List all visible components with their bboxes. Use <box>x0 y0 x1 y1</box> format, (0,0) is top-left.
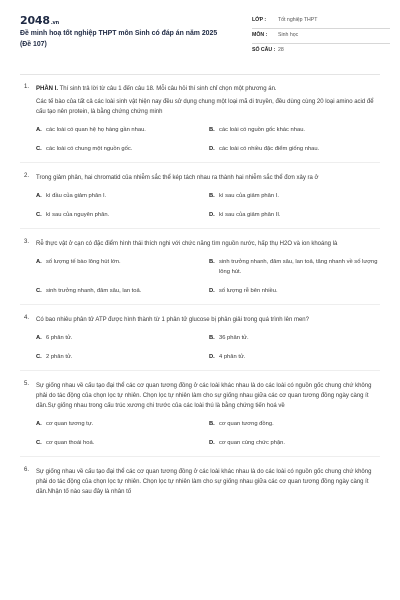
question-number: 2. <box>24 173 30 179</box>
option-letter: C. <box>36 440 42 446</box>
question-1 <box>20 84 380 163</box>
meta-value[interactable]: Sinh học <box>278 32 299 38</box>
option-text: sinh trưởng nhanh, đâm sâu, lan toả. <box>46 288 142 294</box>
option-text: cơ quan thoái hoá. <box>46 440 95 446</box>
option-text: các loài có chung một nguồn gốc. <box>46 146 133 152</box>
option-b[interactable] <box>209 257 379 277</box>
option-d[interactable] <box>209 210 379 220</box>
option-d[interactable] <box>209 352 379 362</box>
question-stem: Rễ thực vật ở cạn có đặc điểm hình thái thích nghi với chức năng tìm nguồn nước, hấp thụ H2O và ion khoáng là <box>36 241 338 247</box>
option-text: 6 phân tử. <box>46 335 73 341</box>
meta-value: 28 <box>278 47 284 53</box>
option-letter: B. <box>209 259 215 265</box>
option-a[interactable] <box>36 333 209 343</box>
option-grid <box>36 333 380 362</box>
option-letter: C. <box>36 146 42 152</box>
option-letter: A. <box>36 193 42 199</box>
question-5 <box>20 381 380 457</box>
option-d[interactable] <box>209 286 379 296</box>
question-stem: Các tế bào của tất cả các loài sinh vật hiện nay đều sử dụng chung một loại mã di truyền, đều dùng cùng 20 loại amino acid để cấu tạo nên protein, là bằng chứng chứng minh <box>36 99 374 115</box>
option-text: kì sau của nguyên phân. <box>46 212 110 218</box>
question-divider <box>20 228 380 229</box>
page-title: Đề minh hoạ tốt nghiệp THPT môn Sinh có đáp án năm 2025 (Đề 107) <box>20 30 218 48</box>
question-number: 6. <box>24 467 30 473</box>
page-header <box>20 12 390 62</box>
option-letter: D. <box>209 440 215 446</box>
question-2 <box>20 173 380 229</box>
option-text: các loài có nhiều đặc điểm giống nhau. <box>219 146 320 152</box>
part-label: PHẦN I. <box>36 86 59 92</box>
option-c[interactable] <box>36 144 209 154</box>
option-text: các loài có nguồn gốc khác nhau. <box>219 127 306 133</box>
option-letter: D. <box>209 212 215 218</box>
option-b[interactable] <box>209 333 379 343</box>
logo-suffix: .vn <box>50 20 59 26</box>
question-divider <box>20 370 380 371</box>
option-text: cơ quan tương đồng. <box>219 421 274 427</box>
meta-row-subject <box>252 29 390 44</box>
option-c[interactable] <box>36 352 209 362</box>
option-c[interactable] <box>36 438 209 448</box>
question-stem: Có bao nhiêu phân tử ATP được hình thành từ 1 phân tử glucose bị phân giải trong quá trình lên men? <box>36 317 309 323</box>
option-a[interactable] <box>36 191 209 201</box>
option-letter: A. <box>36 259 42 265</box>
option-text: sinh trưởng nhanh, đâm sâu, lan toả, tăng nhanh về số lượng lông hút. <box>219 259 378 275</box>
question-divider <box>20 304 380 305</box>
part-instructions: Thí sinh trả lời từ câu 1 đến câu 18. Mỗi câu hỏi thí sinh chỉ chọn một phương án. <box>58 86 277 92</box>
meta-row-class <box>252 14 390 29</box>
option-b[interactable] <box>209 125 379 135</box>
option-letter: B. <box>209 335 215 341</box>
option-text: số lượng tế bào lông hút lớn. <box>46 259 121 265</box>
option-text: cơ quan tương tự. <box>46 421 94 427</box>
option-d[interactable] <box>209 438 379 448</box>
option-text: 4 phân tử. <box>219 354 246 360</box>
option-letter: D. <box>209 354 215 360</box>
option-text: kì đầu của giảm phân I. <box>46 193 107 199</box>
meta-label: LỚP : <box>252 17 267 23</box>
option-letter: A. <box>36 335 42 341</box>
question-stem: Sự giống nhau về cấu tạo đại thể các cơ quan tương đồng ở các loài khác nhau là do các loài có nguồn gốc chung chứ không phải do tác động của chọn lọc tự nhiên. Chọn lọc tự nhiên làm cho sự giống nhau giữa các cơ quan tương đồng ngày càng ít dần.Sự giống nhau trong cấu trúc xương chi trước của các loài thú là bằng chứng tiến hoá về <box>36 383 372 409</box>
option-text: cơ quan cùng chức phận. <box>219 440 286 446</box>
option-text: 36 phân tử. <box>219 335 249 341</box>
option-text: kì sau của giảm phân I. <box>219 193 279 199</box>
question-stem: Trong giảm phân, hai chromatid của nhiễm sắc thể kép tách nhau ra thành hai nhiễm sắc thể đơn xảy ra ở <box>36 175 319 181</box>
question-4 <box>20 315 380 371</box>
option-c[interactable] <box>36 286 209 296</box>
question-divider <box>20 456 380 457</box>
option-text: 2 phân tử. <box>46 354 73 360</box>
option-grid <box>36 257 380 296</box>
question-number: 1. <box>24 84 30 90</box>
option-grid <box>36 125 380 154</box>
option-letter: C. <box>36 354 42 360</box>
option-letter: A. <box>36 127 42 133</box>
site-logo[interactable] <box>20 14 59 27</box>
option-a[interactable] <box>36 419 209 429</box>
option-letter: C. <box>36 212 42 218</box>
option-a[interactable] <box>36 257 209 277</box>
exam-meta <box>252 14 390 59</box>
option-text: số lượng rễ bên nhiều. <box>219 288 278 294</box>
option-letter: D. <box>209 146 215 152</box>
option-grid <box>36 419 380 448</box>
option-letter: D. <box>209 288 215 294</box>
question-3 <box>20 239 380 305</box>
option-letter: B. <box>209 421 215 427</box>
question-text <box>36 84 380 117</box>
option-a[interactable] <box>36 125 209 135</box>
meta-label: MÔN : <box>252 32 268 38</box>
logo-main: 2048 <box>20 14 50 27</box>
question-list <box>20 84 380 507</box>
option-b[interactable] <box>209 419 379 429</box>
question-number: 4. <box>24 315 30 321</box>
option-c[interactable] <box>36 210 209 220</box>
meta-row-count <box>252 44 390 59</box>
question-6 <box>20 467 380 497</box>
option-text: kì sau của giảm phân II. <box>219 212 281 218</box>
question-divider <box>20 162 380 163</box>
question-number: 5. <box>24 381 30 387</box>
option-letter: B. <box>209 127 215 133</box>
question-number: 3. <box>24 239 30 245</box>
option-d[interactable] <box>209 144 379 154</box>
meta-value[interactable]: Tốt nghiệp THPT <box>278 17 318 23</box>
header-divider <box>20 74 380 75</box>
option-b[interactable] <box>209 191 379 201</box>
option-letter: B. <box>209 193 215 199</box>
option-letter: C. <box>36 288 42 294</box>
option-text: các loài có quan hệ họ hàng gần nhau. <box>46 127 146 133</box>
option-grid <box>36 191 380 220</box>
meta-label: SỐ CÂU : <box>252 47 276 53</box>
question-stem: Sự giống nhau về cấu tạo đại thể các cơ quan tương đồng ở các loài khác nhau là do các loài có nguồn gốc chung chứ không phải do tác động của chọn lọc tự nhiên. Chọn lọc tự nhiên làm cho sự giống nhau giữa các cơ quan tương đồng ngày càng ít dần.Nhận tố nào sau đây là nhân tố <box>36 469 372 495</box>
option-letter: A. <box>36 421 42 427</box>
